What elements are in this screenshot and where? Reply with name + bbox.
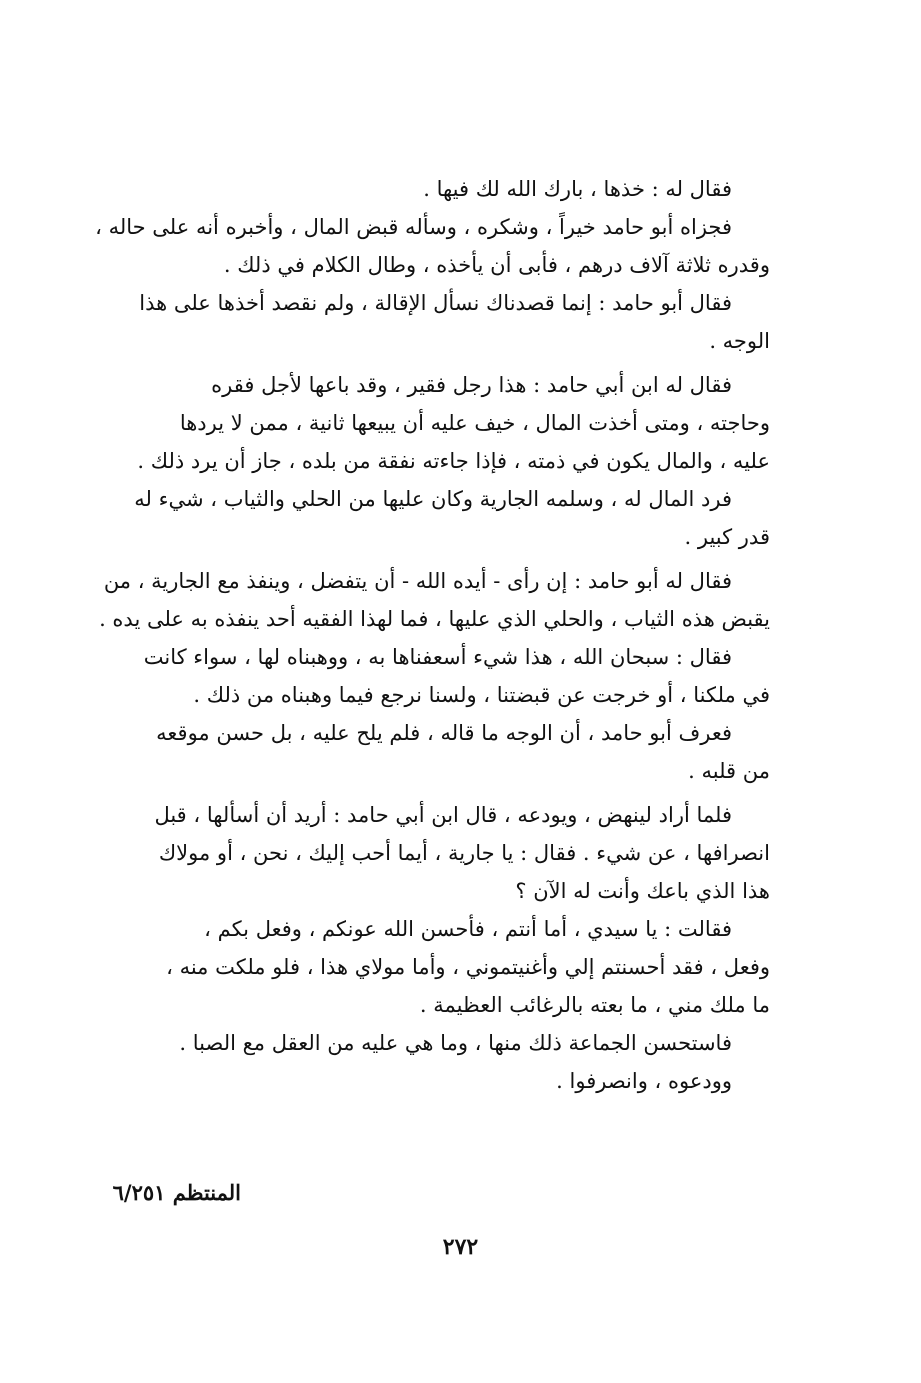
text-line: فقال له : خذها ، بارك الله لك فيها .	[423, 177, 732, 201]
text-line: وفعل ، فقد أحسنتم إلي وأغنيتموني ، وأما مولاي هذا ، فلو ملكت منه ،	[166, 955, 770, 979]
text-line: وودعوه ، وانصرفوا .	[556, 1069, 732, 1093]
text-line: قدر كبير .	[684, 525, 770, 549]
text-line: من قلبه .	[688, 759, 770, 783]
text-line: عليه ، والمال يكون في ذمته ، فإذا جاءته نفقة من بلده ، جاز أن يرد ذلك .	[137, 449, 770, 473]
text-line: وقدره ثلاثة آلاف درهم ، فأبى أن يأخذه ، وطال الكلام في ذلك .	[223, 253, 770, 277]
text-line: فرد المال له ، وسلمه الجارية وكان عليها من الحلي والثياب ، شيء له	[134, 487, 732, 511]
text-line: الوجه .	[709, 329, 770, 353]
text-line: فعرف أبو حامد ، أن الوجه ما قاله ، فلم يلح عليه ، بل حسن موقعه	[156, 721, 732, 745]
text-line: في ملكنا ، أو خرجت عن قبضتنا ، ولسنا نرجع فيما وهبناه من ذلك .	[193, 683, 770, 707]
text-line: فقال له ابن أبي حامد : هذا رجل فقير ، وقد باعها لأجل فقره	[211, 373, 732, 397]
text-line: فجزاه أبو حامد خيراً ، وشكره ، وسأله قبض المال ، وأخبره أنه على حاله ،	[95, 215, 732, 239]
text-line: يقبض هذه الثياب ، والحلي الذي عليها ، فما لهذا الفقيه أحد ينفذه به على يده .	[99, 607, 770, 631]
text-line: ما ملك مني ، ما بعته بالرغائب العظيمة .	[419, 993, 770, 1017]
text-line: فقال له أبو حامد : إن رأى - أيده الله - أن يتفضل ، وينفذ مع الجارية ، من	[103, 569, 732, 593]
body-text	[88, 170, 770, 1100]
text-line: وحاجته ، ومتى أخذت المال ، خيف عليه أن يبيعها ثانية ، ممن لا يردها	[179, 411, 770, 435]
source-citation: المنتظم ٦/٢٥١	[112, 1180, 241, 1205]
text-line: فقال : سبحان الله ، هذا شيء أسعفناها به ، ووهبناه لها ، سواء كانت	[143, 645, 732, 669]
text-line: فاستحسن الجماعة ذلك منها ، وما هي عليه من العقل مع الصبا .	[179, 1031, 732, 1055]
text-line: هذا الذي باعك وأنت له الآن ؟	[515, 879, 770, 903]
page-number: ٢٧٢	[442, 1234, 479, 1260]
text-line: فقالت : يا سيدي ، أما أنتم ، فأحسن الله عونكم ، وفعل بكم ،	[204, 917, 732, 941]
text-line: فلما أراد لينهض ، ويودعه ، قال ابن أبي حامد : أريد أن أسألها ، قبل	[154, 803, 732, 827]
text-line: فقال أبو حامد : إنما قصدناك نسأل الإقالة ، ولم نقصد أخذها على هذا	[139, 291, 732, 315]
text-line: انصرافها ، عن شيء . فقال : يا جارية ، أيما أحب إليك ، نحن ، أو مولاك	[158, 841, 770, 865]
